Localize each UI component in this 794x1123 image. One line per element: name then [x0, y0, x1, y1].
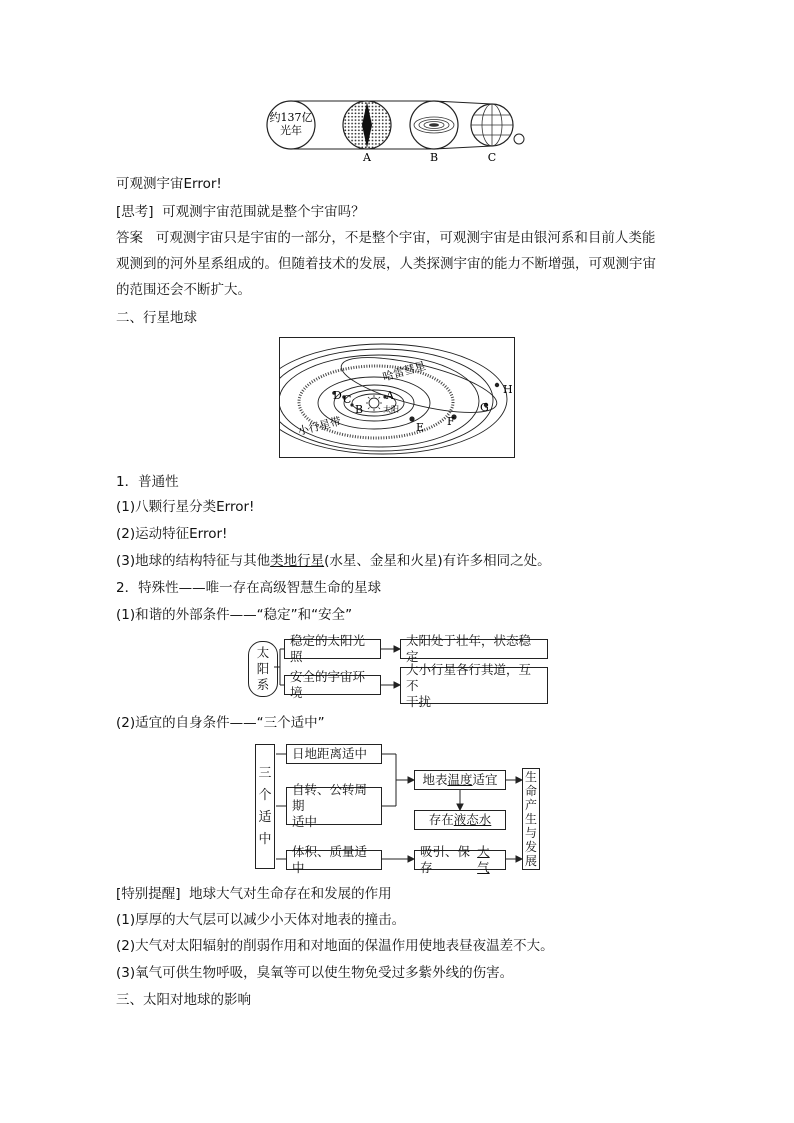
safe-environment-box: 安全的宇宙环境	[284, 675, 381, 695]
asteroid-belt-label: 小行星带	[296, 414, 343, 438]
halley-comet-label: 哈雷彗星	[381, 359, 428, 384]
generality-heading: 1．普通性	[116, 474, 179, 490]
stable-sunlight-box: 稳定的太阳光照	[284, 639, 381, 659]
tip-item-1: (1)厚厚的大气层可以减少小天体对地表的撞击。	[116, 912, 406, 928]
svg-text:B: B	[355, 403, 364, 416]
speciality-item-1: (1)和谐的外部条件——“稳定”和“安全”	[116, 607, 353, 623]
generality-item-3: (3)地球的结构特征与其他类地行星(水星、金星和火星)有许多相同之处。	[116, 553, 551, 569]
answer-line-3: 的范围还会不断扩大。	[116, 282, 251, 298]
three-moderate-root: 三 个 适 中	[255, 744, 275, 869]
label-c: C	[487, 151, 497, 164]
generality-item-1: (1)八颗行星分类Error!	[116, 499, 255, 515]
solar-system-figure	[279, 337, 515, 458]
think-question: [思考] 可观测宇宙范围就是整个宇宙吗？	[116, 204, 365, 220]
svg-text:G: G	[480, 401, 489, 414]
section-3-heading: 三、太阳对地球的影响	[116, 992, 251, 1008]
tip-item-3: (3)氧气可供生物呼吸，臭氧等可以使生物免受过多紫外线的伤害。	[116, 965, 514, 981]
circle-text-2: 光年	[280, 124, 302, 137]
answer-tag: 答案	[116, 230, 143, 246]
answer-line-2: 观测到的河外星系组成的。但随着技术的发展，人类探测宇宙的能力不断增强，可观测宇宙	[116, 256, 656, 272]
label-b: B	[429, 151, 439, 164]
speciality-heading: 2．特殊性——唯一存在高级智慧生命的星球	[116, 580, 382, 596]
sun-prime-box: 太阳处于壮年，状态稳定	[400, 639, 548, 659]
section-2-heading: 二、行星地球	[116, 310, 197, 326]
life-development-box: 生 命 产 生 与 发 展	[522, 768, 540, 870]
answer-line-1: 答案 可观测宇宙只是宇宙的一部分，不是整个宇宙，可观测宇宙是由银河系和目前人类能	[116, 230, 656, 246]
rotation-period-box: 自转、公转周期 适中	[286, 787, 382, 825]
liquid-water-box: 存在 液态水	[414, 810, 506, 830]
svg-text:E: E	[416, 421, 425, 434]
special-tip-tag: [特别提醒]	[116, 886, 181, 902]
svg-text:C: C	[343, 393, 352, 406]
surface-temperature-box: 地表 温度 适宜	[414, 770, 506, 790]
universe-scale-figure	[262, 98, 532, 166]
planets-orbit-box: 大小行星各行其道，互不 干扰	[400, 667, 548, 704]
svg-text:D: D	[333, 389, 342, 402]
speciality-item-2: (2)适宜的自身条件——“三个适中”	[116, 715, 325, 731]
svg-text:F: F	[447, 415, 455, 428]
special-tip-heading: [特别提醒] 地球大气对生命存在和发展的作用	[116, 886, 392, 902]
atmosphere-box: 吸引、保存 大气	[414, 850, 506, 870]
sun-earth-distance-box: 日地距离适中	[286, 744, 382, 764]
observable-universe-line: 可观测宇宙Error!	[116, 176, 222, 192]
label-a: A	[363, 151, 371, 164]
circle-text-1: 约137亿	[269, 111, 313, 124]
tip-item-2: (2)大气对太阳辐射的削弱作用和对地面的保温作用使地表昼夜温差不大。	[116, 938, 554, 954]
volume-mass-box: 体积、质量适中	[286, 850, 382, 870]
solar-system-root: 太 阳 系	[248, 641, 278, 697]
sun-label: 太阳	[383, 405, 399, 414]
generality-item-2: (2)运动特征Error!	[116, 526, 228, 542]
svg-text:H: H	[503, 383, 513, 396]
think-tag: [思考]	[116, 204, 154, 220]
svg-text:A: A	[386, 389, 394, 402]
